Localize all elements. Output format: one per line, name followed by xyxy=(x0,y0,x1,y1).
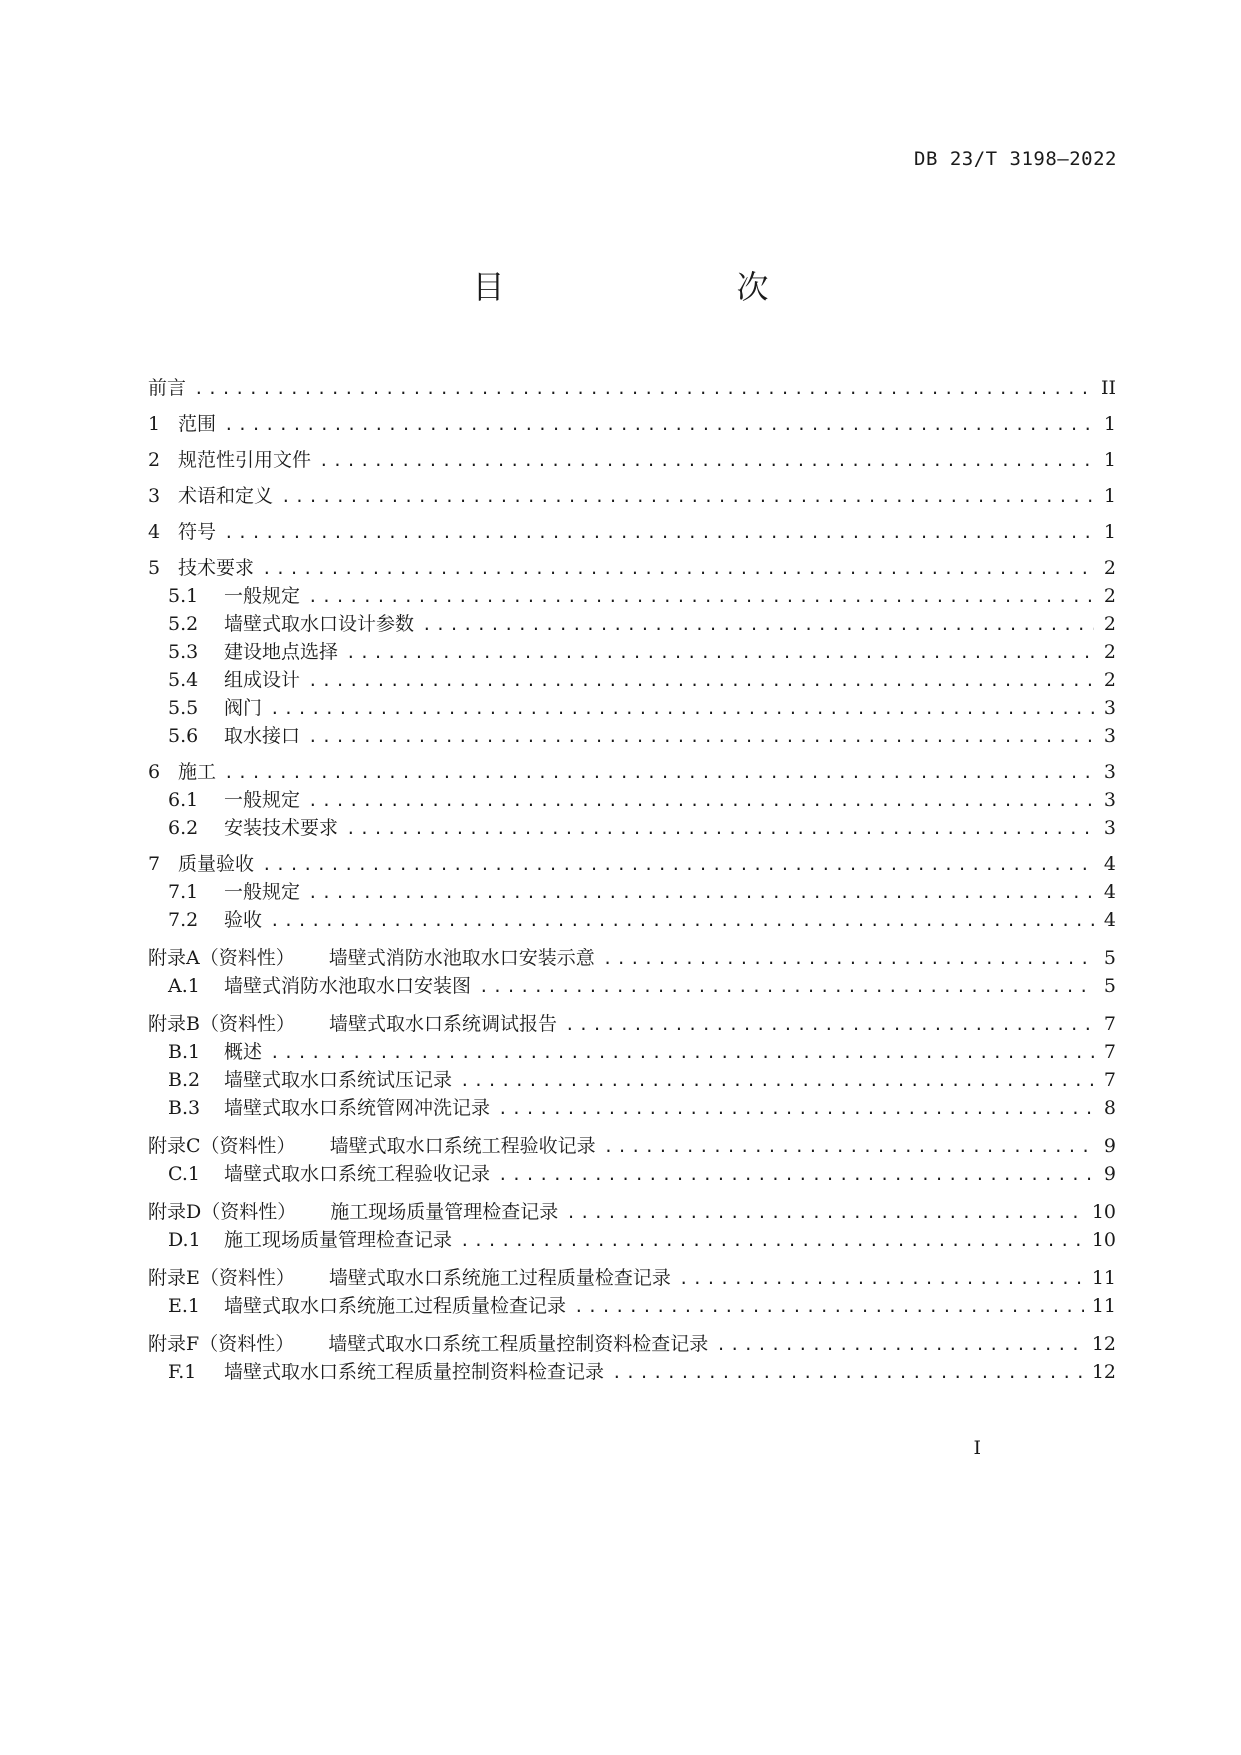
toc-entry-number: 附录F xyxy=(148,1333,200,1355)
toc-entry-label: 阀门 xyxy=(224,697,263,719)
toc-entry-number: 附录C xyxy=(148,1135,201,1157)
toc-dot-leader xyxy=(498,1161,1094,1189)
toc-entry-number: 6 xyxy=(148,761,161,783)
toc-entry-page: 3 xyxy=(1103,789,1116,811)
toc-entry-page: 12 xyxy=(1091,1333,1116,1355)
toc-dot-leader xyxy=(224,759,1094,787)
toc-entry-label: 墙壁式取水口系统试压记录 xyxy=(224,1069,453,1091)
toc-entry-annex-nature: （资料性） xyxy=(200,1135,296,1157)
toc-entry-number: 5.3 xyxy=(168,641,199,663)
toc-entry-page: 1 xyxy=(1103,413,1116,435)
toc-entry[interactable] xyxy=(148,906,1116,934)
toc-entry-label: 墙壁式取水口系统施工过程质量检查记录 xyxy=(224,1295,567,1317)
toc-entry[interactable] xyxy=(148,1198,1116,1226)
toc-entry-number: B.3 xyxy=(168,1097,201,1119)
toc-entry-label: 组成设计 xyxy=(224,669,301,691)
toc-entry[interactable] xyxy=(148,446,1116,474)
toc-entry-page: II xyxy=(1100,377,1116,399)
toc-entry-number: A.1 xyxy=(168,975,200,997)
toc-entry[interactable] xyxy=(148,1066,1116,1094)
toc-entry[interactable] xyxy=(148,518,1116,546)
toc-entry-label: 一般规定 xyxy=(224,881,301,903)
toc-dot-leader xyxy=(460,1067,1094,1095)
toc-entry[interactable] xyxy=(148,1264,1116,1292)
toc-entry-annex-nature: （资料性） xyxy=(199,1267,295,1289)
toc-entry[interactable] xyxy=(148,1292,1116,1320)
toc-entry-page: 7 xyxy=(1103,1013,1116,1035)
toc-entry-label: 施工现场质量管理检查记录 xyxy=(224,1229,453,1251)
toc-entry-label: 一般规定 xyxy=(224,789,301,811)
toc-entry-page: 9 xyxy=(1103,1163,1116,1185)
toc-entry-page: 1 xyxy=(1103,485,1116,507)
toc-entry-page: 2 xyxy=(1103,669,1116,691)
toc-entry-number: 7.2 xyxy=(168,909,199,931)
toc-entry[interactable] xyxy=(148,1160,1116,1188)
toc-entry-page: 2 xyxy=(1103,641,1116,663)
toc-dot-leader xyxy=(612,1359,1084,1387)
toc-entry-label: 建设地点选择 xyxy=(224,641,339,663)
toc-dot-leader xyxy=(498,1095,1094,1123)
toc-entry-page: 3 xyxy=(1103,817,1116,839)
toc-dot-leader xyxy=(308,667,1094,695)
toc-entry[interactable] xyxy=(148,1330,1116,1358)
toc-entry-page: 1 xyxy=(1103,521,1116,543)
toc-entry-label: 技术要求 xyxy=(178,557,255,579)
toc-entry-label: 一般规定 xyxy=(224,585,301,607)
toc-entry-label: 墙壁式消防水池取水口安装示意 xyxy=(328,947,595,969)
toc-entry-label: 墙壁式取水口系统施工过程质量检查记录 xyxy=(328,1267,671,1289)
toc-entry-annex-nature: （资料性） xyxy=(199,1013,295,1035)
toc-entry-label: 质量验收 xyxy=(178,853,255,875)
toc-entry-number: 附录A xyxy=(148,947,200,969)
toc-entry-page: 11 xyxy=(1091,1267,1116,1289)
toc-entry-label: 术语和定义 xyxy=(178,485,274,507)
toc-entry[interactable] xyxy=(148,554,1116,582)
toc-dot-leader xyxy=(603,945,1094,973)
toc-entry-label: 安装技术要求 xyxy=(224,817,339,839)
toc-entry-number: B.2 xyxy=(168,1069,201,1091)
toc-entry-label: 取水接口 xyxy=(224,725,301,747)
toc-dot-leader xyxy=(716,1331,1084,1359)
toc-entry-page: 1 xyxy=(1103,449,1116,471)
toc-entry-page: 12 xyxy=(1091,1361,1116,1383)
toc-entry-number: 2 xyxy=(148,449,161,471)
toc-entry-page: 2 xyxy=(1103,585,1116,607)
toc-entry[interactable] xyxy=(148,610,1116,638)
toc-entry-page: 4 xyxy=(1103,909,1116,931)
toc-entry-label: 符号 xyxy=(178,521,217,543)
toc-entry-page: 2 xyxy=(1103,557,1116,579)
toc-entry-page: 7 xyxy=(1103,1041,1116,1063)
toc-entry-label: 墙壁式取水口系统调试报告 xyxy=(328,1013,557,1035)
toc-entry-label: 施工现场质量管理检查记录 xyxy=(330,1201,559,1223)
toc-dot-leader xyxy=(270,907,1094,935)
toc-entry-label: 范围 xyxy=(178,413,217,435)
toc-entry[interactable] xyxy=(148,878,1116,906)
toc-entry-label: 墙壁式取水口系统工程验收记录 xyxy=(329,1135,596,1157)
toc-entry-label: 墙壁式取水口系统工程质量控制资料检查记录 xyxy=(224,1361,605,1383)
toc-entry-annex-nature: （资料性） xyxy=(199,947,295,969)
toc-entry-label: 施工 xyxy=(178,761,217,783)
toc-dot-leader xyxy=(270,695,1094,723)
toc-entry-page: 5 xyxy=(1103,947,1116,969)
toc-entry-number: 附录E xyxy=(148,1267,200,1289)
page-title: 目 次 xyxy=(472,268,825,306)
toc-dot-leader xyxy=(346,639,1094,667)
toc-entry-number: F.1 xyxy=(168,1361,197,1383)
toc-dot-leader xyxy=(422,611,1094,639)
toc-dot-leader xyxy=(679,1265,1084,1293)
toc-entry-number: 附录D xyxy=(148,1201,202,1223)
toc-entry-page: 8 xyxy=(1103,1097,1116,1119)
toc-entry[interactable] xyxy=(148,638,1116,666)
toc-entry-page: 10 xyxy=(1091,1229,1116,1251)
toc-entry-page: 3 xyxy=(1103,697,1116,719)
toc-entry-label: 墙壁式取水口系统管网冲洗记录 xyxy=(224,1097,491,1119)
toc-dot-leader xyxy=(262,851,1094,879)
toc-entry-number: D.1 xyxy=(168,1229,201,1251)
toc-entry-number: B.1 xyxy=(168,1041,201,1063)
toc-dot-leader xyxy=(308,787,1094,815)
toc-entry-number: 附录B xyxy=(148,1013,200,1035)
toc-entry-label: 墙壁式取水口设计参数 xyxy=(224,613,415,635)
toc-entry-page: 3 xyxy=(1103,725,1116,747)
toc-entry[interactable] xyxy=(148,758,1116,786)
toc-dot-leader xyxy=(460,1227,1084,1255)
toc-entry[interactable] xyxy=(148,722,1116,750)
toc-entry-number: 5.2 xyxy=(168,613,199,635)
toc-entry[interactable] xyxy=(148,786,1116,814)
toc-entry-annex-nature: （资料性） xyxy=(199,1333,295,1355)
toc-entry[interactable] xyxy=(148,694,1116,722)
toc-entry-page: 7 xyxy=(1103,1069,1116,1091)
toc-entry[interactable] xyxy=(148,582,1116,610)
toc-entry-page: 3 xyxy=(1103,761,1116,783)
toc-entry-number: 3 xyxy=(148,485,161,507)
toc-dot-leader xyxy=(574,1293,1084,1321)
toc-entry-label: 墙壁式消防水池取水口安装图 xyxy=(224,975,472,997)
toc-entry-number: 7 xyxy=(148,853,161,875)
toc-entry-number: 4 xyxy=(148,521,161,543)
toc-entry-page: 10 xyxy=(1091,1201,1116,1223)
toc-dot-leader xyxy=(604,1133,1094,1161)
toc-dot-leader xyxy=(479,973,1094,1001)
toc-entry[interactable] xyxy=(148,944,1116,972)
page-number: I xyxy=(973,1437,981,1459)
toc-dot-leader xyxy=(566,1199,1084,1227)
toc-entry-number: 5.5 xyxy=(168,697,199,719)
toc-dot-leader xyxy=(224,519,1094,547)
toc-entry-label: 前言 xyxy=(148,377,187,399)
toc-dot-leader xyxy=(270,1039,1094,1067)
toc-entry-annex-nature: （资料性） xyxy=(201,1201,297,1223)
toc-entry[interactable] xyxy=(148,482,1116,510)
toc-entry-number: C.1 xyxy=(168,1163,200,1185)
toc-entry[interactable] xyxy=(148,814,1116,842)
toc-entry-number: E.1 xyxy=(168,1295,200,1317)
toc-entry-page: 11 xyxy=(1091,1295,1116,1317)
toc-entry-label: 概述 xyxy=(224,1041,263,1063)
toc-entry[interactable] xyxy=(148,374,1116,402)
toc-entry-page: 4 xyxy=(1103,853,1116,875)
toc-entry-label: 墙壁式取水口系统工程质量控制资料检查记录 xyxy=(328,1333,709,1355)
toc-dot-leader xyxy=(194,375,1093,403)
toc-entry-page: 5 xyxy=(1103,975,1116,997)
toc-entry-number: 5.4 xyxy=(168,669,199,691)
toc-dot-leader xyxy=(346,815,1094,843)
toc-dot-leader xyxy=(308,583,1094,611)
toc-entry-number: 5.6 xyxy=(168,725,199,747)
toc-entry[interactable] xyxy=(148,1358,1116,1386)
toc-entry-page: 2 xyxy=(1103,613,1116,635)
toc-dot-leader xyxy=(308,723,1094,751)
standard-code: DB 23/T 3198—2022 xyxy=(914,148,1117,170)
toc-entry-page: 4 xyxy=(1103,881,1116,903)
toc-entry-number: 5.1 xyxy=(168,585,199,607)
toc-entry[interactable] xyxy=(148,850,1116,878)
toc-entry-number: 1 xyxy=(148,413,161,435)
toc-entry[interactable] xyxy=(148,1010,1116,1038)
toc-dot-leader xyxy=(565,1011,1094,1039)
table-of-contents xyxy=(148,374,1116,1386)
toc-entry[interactable] xyxy=(148,1226,1116,1254)
toc-dot-leader xyxy=(224,411,1094,439)
toc-entry[interactable] xyxy=(148,1038,1116,1066)
toc-entry[interactable] xyxy=(148,1132,1116,1160)
toc-dot-leader xyxy=(262,555,1094,583)
toc-entry-label: 规范性引用文件 xyxy=(178,449,312,471)
toc-entry-number: 5 xyxy=(148,557,161,579)
toc-entry[interactable] xyxy=(148,410,1116,438)
toc-entry-number: 7.1 xyxy=(168,881,199,903)
toc-dot-leader xyxy=(319,447,1094,475)
toc-dot-leader xyxy=(308,879,1094,907)
toc-entry-number: 6.1 xyxy=(168,789,199,811)
toc-entry-label: 验收 xyxy=(224,909,263,931)
toc-entry[interactable] xyxy=(148,972,1116,1000)
toc-entry-number: 6.2 xyxy=(168,817,199,839)
toc-entry[interactable] xyxy=(148,666,1116,694)
toc-entry-label: 墙壁式取水口系统工程验收记录 xyxy=(224,1163,491,1185)
toc-dot-leader xyxy=(281,483,1094,511)
toc-entry-page: 9 xyxy=(1103,1135,1116,1157)
toc-entry[interactable] xyxy=(148,1094,1116,1122)
